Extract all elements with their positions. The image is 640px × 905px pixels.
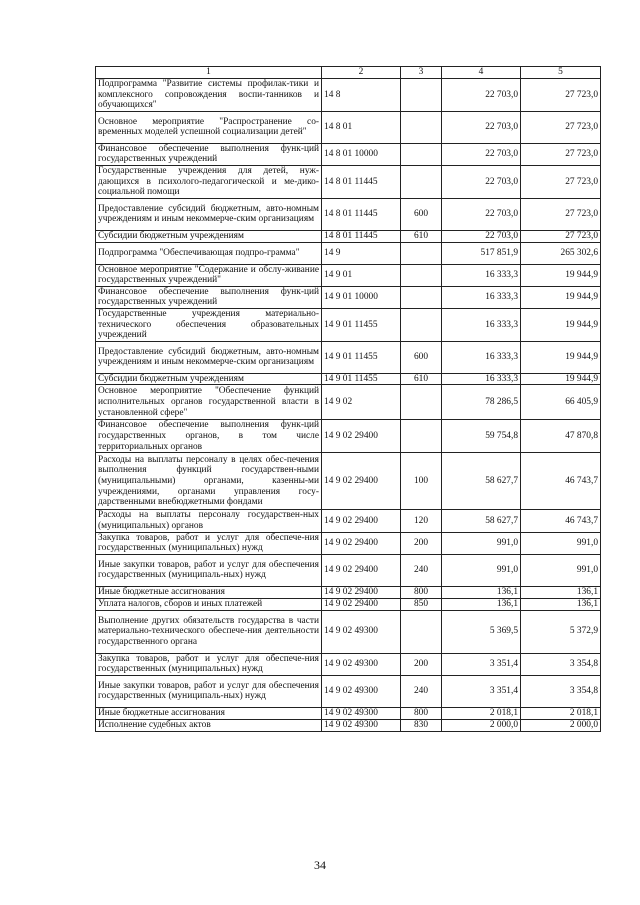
row-amount-2-cell: 19 944,9	[521, 264, 601, 286]
row-code-cell: 14 9 02 29400	[322, 510, 401, 532]
row-code-cell: 14 9 02 29400	[322, 586, 401, 598]
row-expense-type-cell: 850	[401, 598, 442, 610]
row-code-cell: 14 8 01 11445	[322, 165, 401, 198]
table-row	[96, 554, 601, 586]
row-amount-2-cell: 27 723,0	[521, 143, 601, 165]
row-amount-2-cell: 27 723,0	[521, 111, 601, 143]
row-name-cell: Закупка товаров, работ и услуг для обеспече-ния государственных (муниципальных) нужд	[96, 532, 322, 554]
table-body	[96, 79, 601, 732]
row-expense-type-cell: 610	[401, 230, 442, 242]
table-row	[96, 675, 601, 707]
row-amount-1-cell: 16 333,3	[442, 286, 521, 308]
row-name-cell: Расходы на выплаты персоналу в целях обес-печения выполнения функций государствен-ными (муниципальными) органами, казенны-ми учреждениями, органами управления госу-дарственными внебюджетными фондами	[96, 453, 322, 510]
row-expense-type-cell	[401, 79, 442, 112]
row-expense-type-cell: 200	[401, 532, 442, 554]
row-name-cell: Субсидии бюджетным учреждениям	[96, 230, 322, 242]
row-amount-1-cell: 22 703,0	[442, 230, 521, 242]
row-amount-1-cell: 2 018,1	[442, 707, 521, 719]
table-row	[96, 264, 601, 286]
row-expense-type-cell: 240	[401, 554, 442, 586]
row-code-cell: 14 8 01	[322, 111, 401, 143]
row-amount-2-cell: 3 354,8	[521, 653, 601, 675]
row-expense-type-cell: 800	[401, 586, 442, 598]
row-expense-type-cell	[401, 264, 442, 286]
row-code-cell: 14 9 02	[322, 385, 401, 420]
row-code-cell: 14 9 01	[322, 264, 401, 286]
row-amount-2-cell: 19 944,9	[521, 373, 601, 385]
row-code-cell: 14 8 01 10000	[322, 143, 401, 165]
table-row	[96, 286, 601, 308]
row-expense-type-cell: 200	[401, 653, 442, 675]
row-amount-2-cell: 19 944,9	[521, 308, 601, 341]
row-name-cell: Закупка товаров, работ и услуг для обеспече-ния государственных (муниципальных) нужд	[96, 653, 322, 675]
column-header-3: 3	[401, 67, 442, 79]
table-header-row	[96, 67, 601, 79]
row-expense-type-cell	[401, 143, 442, 165]
row-amount-1-cell: 16 333,3	[442, 341, 521, 373]
row-name-cell: Иные закупки товаров, работ и услуг для обеспечения государственных (муниципаль-ных) нужд	[96, 675, 322, 707]
budget-table	[95, 66, 601, 732]
row-amount-1-cell: 58 627,7	[442, 453, 521, 510]
row-amount-1-cell: 3 351,4	[442, 653, 521, 675]
row-amount-1-cell: 78 286,5	[442, 385, 521, 420]
row-amount-1-cell: 991,0	[442, 554, 521, 586]
row-amount-2-cell: 47 870,8	[521, 420, 601, 453]
row-code-cell: 14 9 01 11455	[322, 373, 401, 385]
row-amount-2-cell: 3 354,8	[521, 675, 601, 707]
row-code-cell: 14 8 01 11445	[322, 198, 401, 230]
row-amount-1-cell: 22 703,0	[442, 198, 521, 230]
row-code-cell: 14 8	[322, 79, 401, 112]
row-amount-2-cell: 19 944,9	[521, 341, 601, 373]
row-amount-1-cell: 5 369,5	[442, 610, 521, 653]
row-amount-1-cell: 58 627,7	[442, 510, 521, 532]
row-amount-1-cell: 3 351,4	[442, 675, 521, 707]
row-code-cell: 14 9 02 49300	[322, 707, 401, 719]
row-expense-type-cell	[401, 242, 442, 264]
row-name-cell: Финансовое обеспечение выполнения функ-ций государственных учреждений	[96, 286, 322, 308]
row-amount-1-cell: 22 703,0	[442, 111, 521, 143]
column-header-1: 1	[96, 67, 322, 79]
table-row	[96, 653, 601, 675]
row-expense-type-cell	[401, 286, 442, 308]
row-code-cell: 14 9 01 10000	[322, 286, 401, 308]
row-name-cell: Предоставление субсидий бюджетным, авто-номным учреждениям и иным некоммерче-ским организациям	[96, 341, 322, 373]
row-amount-1-cell: 136,1	[442, 598, 521, 610]
row-amount-2-cell: 136,1	[521, 586, 601, 598]
row-name-cell: Финансовое обеспечение выполнения функ-ций государственных органов, в том числе территориальных органов	[96, 420, 322, 453]
table-row	[96, 373, 601, 385]
row-name-cell: Финансовое обеспечение выполнения функ-ций государственных учреждений	[96, 143, 322, 165]
table-row	[96, 532, 601, 554]
column-header-2: 2	[322, 67, 401, 79]
row-name-cell: Основное мероприятие "Содержание и обслу-живание государственных учреждений"	[96, 264, 322, 286]
row-expense-type-cell	[401, 111, 442, 143]
table-row	[96, 143, 601, 165]
row-code-cell: 14 9 02 49300	[322, 675, 401, 707]
row-amount-2-cell: 991,0	[521, 532, 601, 554]
row-amount-1-cell: 16 333,3	[442, 264, 521, 286]
row-expense-type-cell: 100	[401, 453, 442, 510]
row-amount-1-cell: 22 703,0	[442, 79, 521, 112]
row-name-cell: Расходы на выплаты персоналу государствен-ных (муниципальных) органов	[96, 510, 322, 532]
table-row	[96, 111, 601, 143]
table-row	[96, 385, 601, 420]
row-amount-1-cell: 22 703,0	[442, 143, 521, 165]
row-name-cell: Государственные учреждения для детей, нуж-дающихся в психолого-педагогической и ме-дико-социальной помощи	[96, 165, 322, 198]
row-expense-type-cell: 830	[401, 719, 442, 731]
column-header-5: 5	[521, 67, 601, 79]
row-expense-type-cell	[401, 165, 442, 198]
row-amount-2-cell: 991,0	[521, 554, 601, 586]
table-row	[96, 610, 601, 653]
row-amount-1-cell: 2 000,0	[442, 719, 521, 731]
row-name-cell: Уплата налогов, сборов и иных платежей	[96, 598, 322, 610]
row-amount-1-cell: 22 703,0	[442, 165, 521, 198]
table-row	[96, 586, 601, 598]
row-expense-type-cell: 600	[401, 341, 442, 373]
table-row	[96, 341, 601, 373]
table-row	[96, 165, 601, 198]
row-expense-type-cell	[401, 420, 442, 453]
row-amount-1-cell: 136,1	[442, 586, 521, 598]
row-expense-type-cell: 240	[401, 675, 442, 707]
table-row	[96, 719, 601, 731]
table-row	[96, 242, 601, 264]
row-name-cell: Предоставление субсидий бюджетным, авто-номным учреждениям и иным некоммерче-ским организациям	[96, 198, 322, 230]
row-amount-2-cell: 27 723,0	[521, 165, 601, 198]
row-amount-2-cell: 136,1	[521, 598, 601, 610]
row-expense-type-cell	[401, 308, 442, 341]
table-row	[96, 510, 601, 532]
table-row	[96, 453, 601, 510]
row-name-cell: Выполнение других обязательств государства в части материально-технического обеспече-ния деятельности государственного органа	[96, 610, 322, 653]
table-row	[96, 230, 601, 242]
row-code-cell: 14 8 01 11445	[322, 230, 401, 242]
row-amount-2-cell: 265 302,6	[521, 242, 601, 264]
row-amount-2-cell: 27 723,0	[521, 198, 601, 230]
row-amount-2-cell: 46 743,7	[521, 510, 601, 532]
row-code-cell: 14 9 01 11455	[322, 341, 401, 373]
row-expense-type-cell: 800	[401, 707, 442, 719]
row-name-cell: Основное мероприятие "Распространение со-временных моделей успешной социализации детей"	[96, 111, 322, 143]
row-code-cell: 14 9 01 11455	[322, 308, 401, 341]
row-amount-2-cell: 27 723,0	[521, 79, 601, 112]
row-expense-type-cell: 120	[401, 510, 442, 532]
row-amount-1-cell: 16 333,3	[442, 373, 521, 385]
row-expense-type-cell	[401, 385, 442, 420]
row-name-cell: Исполнение судебных актов	[96, 719, 322, 731]
table-row	[96, 198, 601, 230]
row-amount-1-cell: 517 851,9	[442, 242, 521, 264]
column-header-4: 4	[442, 67, 521, 79]
row-amount-2-cell: 66 405,9	[521, 385, 601, 420]
table-row	[96, 420, 601, 453]
row-amount-1-cell: 59 754,8	[442, 420, 521, 453]
row-code-cell: 14 9 02 29400	[322, 532, 401, 554]
row-code-cell: 14 9 02 49300	[322, 610, 401, 653]
row-amount-2-cell: 19 944,9	[521, 286, 601, 308]
row-amount-2-cell: 2 000,0	[521, 719, 601, 731]
row-name-cell: Основное мероприятие "Обеспечение функций исполнительных органов государственной власти в установленной сфере"	[96, 385, 322, 420]
page-number: 34	[314, 858, 326, 872]
row-name-cell: Иные закупки товаров, работ и услуг для обеспечения государственных (муниципаль-ных) нужд	[96, 554, 322, 586]
row-code-cell: 14 9	[322, 242, 401, 264]
row-code-cell: 14 9 02 29400	[322, 554, 401, 586]
table-row	[96, 707, 601, 719]
row-name-cell: Подпрограмма "Развитие системы профилак-тики и комплексного сопровождения воспи-танников и обучающихся"	[96, 79, 322, 112]
table-row	[96, 308, 601, 341]
row-amount-2-cell: 2 018,1	[521, 707, 601, 719]
row-code-cell: 14 9 02 49300	[322, 653, 401, 675]
row-code-cell: 14 9 02 29400	[322, 598, 401, 610]
row-name-cell: Иные бюджетные ассигнования	[96, 586, 322, 598]
row-name-cell: Подпрограмма "Обеспечивающая подпро-грамма"	[96, 242, 322, 264]
table-row	[96, 598, 601, 610]
row-name-cell: Субсидии бюджетным учреждениям	[96, 373, 322, 385]
row-amount-1-cell: 991,0	[442, 532, 521, 554]
row-expense-type-cell: 600	[401, 198, 442, 230]
row-amount-2-cell: 27 723,0	[521, 230, 601, 242]
row-amount-1-cell: 16 333,3	[442, 308, 521, 341]
row-code-cell: 14 9 02 49300	[322, 719, 401, 731]
row-name-cell: Иные бюджетные ассигнования	[96, 707, 322, 719]
row-amount-2-cell: 46 743,7	[521, 453, 601, 510]
row-code-cell: 14 9 02 29400	[322, 420, 401, 453]
row-amount-2-cell: 5 372,9	[521, 610, 601, 653]
row-code-cell: 14 9 02 29400	[322, 453, 401, 510]
table-row	[96, 79, 601, 112]
row-expense-type-cell	[401, 610, 442, 653]
row-expense-type-cell: 610	[401, 373, 442, 385]
row-name-cell: Государственные учреждения материально-технического обеспечения образовательных учреждений	[96, 308, 322, 341]
